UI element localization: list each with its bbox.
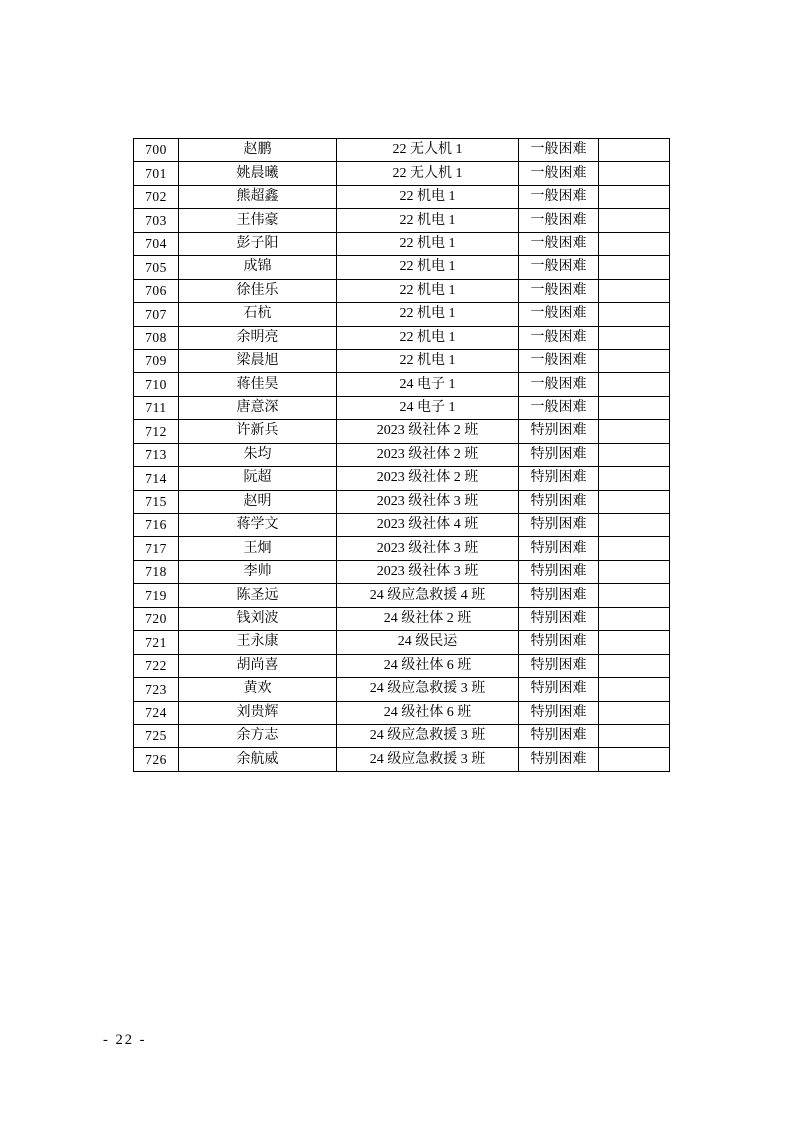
cell-level: 特别困难 bbox=[519, 631, 599, 654]
cell-level: 特别困难 bbox=[519, 701, 599, 724]
cell-class: 2023 级社体 2 班 bbox=[337, 420, 519, 443]
table-row bbox=[134, 162, 670, 185]
cell-number: 722 bbox=[134, 654, 179, 677]
cell-class: 2023 级社体 3 班 bbox=[337, 560, 519, 583]
cell-name: 余方志 bbox=[179, 724, 337, 747]
cell-class: 22 机电 1 bbox=[337, 303, 519, 326]
cell-level: 特别困难 bbox=[519, 748, 599, 771]
cell-level: 一般困难 bbox=[519, 139, 599, 162]
cell-level: 一般困难 bbox=[519, 162, 599, 185]
cell-class: 2023 级社体 2 班 bbox=[337, 443, 519, 466]
cell-name: 石杭 bbox=[179, 303, 337, 326]
cell-name: 余明亮 bbox=[179, 326, 337, 349]
cell-level: 一般困难 bbox=[519, 209, 599, 232]
cell-note bbox=[599, 232, 670, 255]
cell-class: 24 级民运 bbox=[337, 631, 519, 654]
cell-number: 707 bbox=[134, 303, 179, 326]
cell-name: 黄欢 bbox=[179, 678, 337, 701]
cell-class: 24 级社体 2 班 bbox=[337, 607, 519, 630]
cell-number: 706 bbox=[134, 279, 179, 302]
cell-level: 特别困难 bbox=[519, 654, 599, 677]
cell-note bbox=[599, 514, 670, 537]
cell-number: 705 bbox=[134, 256, 179, 279]
table-row bbox=[134, 467, 670, 490]
table-row bbox=[134, 209, 670, 232]
cell-note bbox=[599, 537, 670, 560]
cell-class: 22 机电 1 bbox=[337, 185, 519, 208]
cell-note bbox=[599, 490, 670, 513]
cell-class: 22 无人机 1 bbox=[337, 139, 519, 162]
table-row bbox=[134, 232, 670, 255]
table-row bbox=[134, 443, 670, 466]
cell-note bbox=[599, 279, 670, 302]
cell-class: 2023 级社体 3 班 bbox=[337, 490, 519, 513]
cell-note bbox=[599, 678, 670, 701]
cell-level: 一般困难 bbox=[519, 256, 599, 279]
cell-name: 王炯 bbox=[179, 537, 337, 560]
cell-number: 720 bbox=[134, 607, 179, 630]
cell-level: 特别困难 bbox=[519, 514, 599, 537]
cell-note bbox=[599, 631, 670, 654]
cell-name: 彭子阳 bbox=[179, 232, 337, 255]
table-row bbox=[134, 373, 670, 396]
cell-note bbox=[599, 349, 670, 372]
cell-level: 特别困难 bbox=[519, 537, 599, 560]
cell-class: 22 机电 1 bbox=[337, 232, 519, 255]
cell-level: 特别困难 bbox=[519, 560, 599, 583]
cell-name: 刘贵辉 bbox=[179, 701, 337, 724]
student-table bbox=[133, 138, 670, 772]
table-row bbox=[134, 537, 670, 560]
cell-number: 711 bbox=[134, 396, 179, 419]
cell-note bbox=[599, 560, 670, 583]
cell-number: 703 bbox=[134, 209, 179, 232]
table-row bbox=[134, 279, 670, 302]
cell-number: 724 bbox=[134, 701, 179, 724]
cell-class: 22 无人机 1 bbox=[337, 162, 519, 185]
cell-name: 熊超鑫 bbox=[179, 185, 337, 208]
cell-level: 特别困难 bbox=[519, 678, 599, 701]
cell-name: 成锦 bbox=[179, 256, 337, 279]
table-row bbox=[134, 748, 670, 771]
cell-number: 723 bbox=[134, 678, 179, 701]
cell-note bbox=[599, 724, 670, 747]
cell-number: 701 bbox=[134, 162, 179, 185]
cell-name: 赵明 bbox=[179, 490, 337, 513]
cell-level: 特别困难 bbox=[519, 607, 599, 630]
cell-note bbox=[599, 326, 670, 349]
cell-class: 24 级应急救援 4 班 bbox=[337, 584, 519, 607]
cell-level: 一般困难 bbox=[519, 232, 599, 255]
cell-name: 唐意深 bbox=[179, 396, 337, 419]
cell-note bbox=[599, 584, 670, 607]
cell-number: 710 bbox=[134, 373, 179, 396]
table-row bbox=[134, 185, 670, 208]
cell-note bbox=[599, 185, 670, 208]
cell-number: 726 bbox=[134, 748, 179, 771]
cell-class: 2023 级社体 2 班 bbox=[337, 467, 519, 490]
cell-level: 特别困难 bbox=[519, 490, 599, 513]
cell-level: 特别困难 bbox=[519, 443, 599, 466]
cell-note bbox=[599, 607, 670, 630]
table-row bbox=[134, 607, 670, 630]
cell-name: 许新兵 bbox=[179, 420, 337, 443]
cell-note bbox=[599, 209, 670, 232]
cell-note bbox=[599, 396, 670, 419]
page-number: - 22 - bbox=[103, 1032, 147, 1048]
cell-number: 708 bbox=[134, 326, 179, 349]
table-row bbox=[134, 420, 670, 443]
table-row bbox=[134, 560, 670, 583]
cell-number: 704 bbox=[134, 232, 179, 255]
cell-number: 725 bbox=[134, 724, 179, 747]
cell-level: 一般困难 bbox=[519, 185, 599, 208]
cell-note bbox=[599, 373, 670, 396]
table-row bbox=[134, 631, 670, 654]
cell-note bbox=[599, 748, 670, 771]
cell-note bbox=[599, 256, 670, 279]
cell-class: 2023 级社体 4 班 bbox=[337, 514, 519, 537]
table-row bbox=[134, 724, 670, 747]
cell-name: 胡尚喜 bbox=[179, 654, 337, 677]
cell-name: 王永康 bbox=[179, 631, 337, 654]
cell-name: 朱均 bbox=[179, 443, 337, 466]
cell-level: 一般困难 bbox=[519, 303, 599, 326]
table-row bbox=[134, 514, 670, 537]
cell-number: 712 bbox=[134, 420, 179, 443]
cell-level: 一般困难 bbox=[519, 326, 599, 349]
cell-note bbox=[599, 654, 670, 677]
cell-name: 阮超 bbox=[179, 467, 337, 490]
cell-name: 王伟豪 bbox=[179, 209, 337, 232]
cell-number: 719 bbox=[134, 584, 179, 607]
cell-name: 余航威 bbox=[179, 748, 337, 771]
cell-class: 22 机电 1 bbox=[337, 256, 519, 279]
cell-number: 700 bbox=[134, 139, 179, 162]
table-row bbox=[134, 490, 670, 513]
table-row bbox=[134, 654, 670, 677]
cell-number: 709 bbox=[134, 349, 179, 372]
cell-note bbox=[599, 420, 670, 443]
table-row bbox=[134, 701, 670, 724]
cell-name: 赵鹏 bbox=[179, 139, 337, 162]
table-row bbox=[134, 396, 670, 419]
cell-class: 2023 级社体 3 班 bbox=[337, 537, 519, 560]
table-row bbox=[134, 139, 670, 162]
cell-name: 陈圣远 bbox=[179, 584, 337, 607]
cell-name: 李帅 bbox=[179, 560, 337, 583]
cell-level: 一般困难 bbox=[519, 396, 599, 419]
table-row bbox=[134, 584, 670, 607]
cell-number: 702 bbox=[134, 185, 179, 208]
cell-note bbox=[599, 162, 670, 185]
cell-class: 24 电子 1 bbox=[337, 373, 519, 396]
cell-level: 一般困难 bbox=[519, 373, 599, 396]
cell-name: 徐佳乐 bbox=[179, 279, 337, 302]
cell-level: 一般困难 bbox=[519, 279, 599, 302]
cell-class: 24 级社体 6 班 bbox=[337, 701, 519, 724]
cell-level: 特别困难 bbox=[519, 467, 599, 490]
table-row bbox=[134, 326, 670, 349]
cell-name: 姚晨曦 bbox=[179, 162, 337, 185]
cell-note bbox=[599, 303, 670, 326]
cell-number: 718 bbox=[134, 560, 179, 583]
cell-number: 715 bbox=[134, 490, 179, 513]
cell-class: 24 级应急救援 3 班 bbox=[337, 748, 519, 771]
cell-class: 24 级应急救援 3 班 bbox=[337, 678, 519, 701]
cell-level: 特别困难 bbox=[519, 420, 599, 443]
cell-note bbox=[599, 467, 670, 490]
cell-note bbox=[599, 139, 670, 162]
cell-number: 721 bbox=[134, 631, 179, 654]
cell-name: 梁晨旭 bbox=[179, 349, 337, 372]
cell-class: 22 机电 1 bbox=[337, 326, 519, 349]
table-row bbox=[134, 256, 670, 279]
cell-class: 24 级社体 6 班 bbox=[337, 654, 519, 677]
cell-class: 24 级应急救援 3 班 bbox=[337, 724, 519, 747]
cell-number: 713 bbox=[134, 443, 179, 466]
cell-class: 22 机电 1 bbox=[337, 349, 519, 372]
cell-note bbox=[599, 701, 670, 724]
student-table-body bbox=[134, 139, 670, 772]
cell-level: 特别困难 bbox=[519, 584, 599, 607]
cell-number: 716 bbox=[134, 514, 179, 537]
table-row bbox=[134, 303, 670, 326]
cell-name: 钱刘波 bbox=[179, 607, 337, 630]
cell-name: 蒋佳昊 bbox=[179, 373, 337, 396]
cell-class: 22 机电 1 bbox=[337, 279, 519, 302]
cell-number: 717 bbox=[134, 537, 179, 560]
cell-level: 特别困难 bbox=[519, 724, 599, 747]
cell-class: 22 机电 1 bbox=[337, 209, 519, 232]
cell-name: 蒋学文 bbox=[179, 514, 337, 537]
cell-level: 一般困难 bbox=[519, 349, 599, 372]
table-row bbox=[134, 678, 670, 701]
cell-class: 24 电子 1 bbox=[337, 396, 519, 419]
table-row bbox=[134, 349, 670, 372]
cell-number: 714 bbox=[134, 467, 179, 490]
cell-note bbox=[599, 443, 670, 466]
